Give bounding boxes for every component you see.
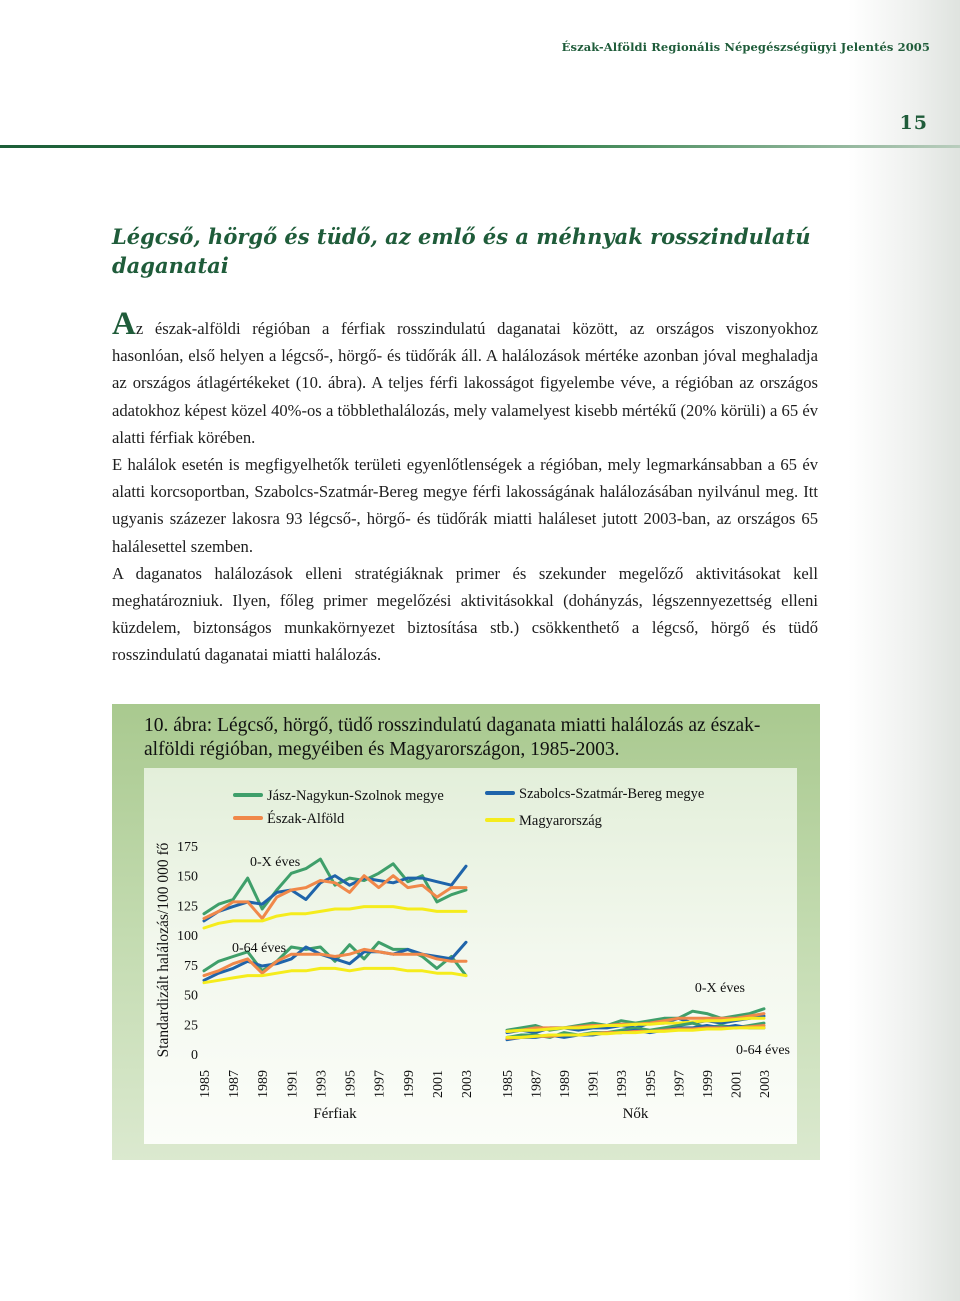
panel-label: Férfiak [313,1106,357,1122]
header-rule [0,145,960,148]
x-tick-label: 1989 [256,1070,272,1098]
page-number: 15 [899,112,928,134]
drop-cap: A [112,306,136,342]
x-tick-label: 1997 [372,1070,388,1098]
body-paragraph-1 [112,306,818,451]
group-label: 0-64 éves [232,941,287,956]
group-label: 0-X éves [694,981,745,996]
x-tick-label: 1987 [227,1070,243,1098]
series-line [204,968,466,982]
y-tick-label: 125 [177,899,198,915]
y-tick-label: 0 [191,1048,198,1063]
x-tick-label: 1987 [529,1070,545,1098]
series-line [204,866,466,921]
panel-label: Nők [622,1106,649,1122]
figure-box [112,704,820,1160]
y-tick-label: 175 [177,840,198,855]
legend-entry: Jász-Nagykun-Szolnok megye [267,788,444,804]
x-tick-label: 1989 [558,1070,574,1098]
group-label: 0-X éves [250,855,301,870]
y-tick-label: 50 [184,988,198,1004]
y-tick-label: 150 [177,869,198,885]
x-tick-label: 2001 [729,1070,745,1098]
legend-entry: Szabolcs-Szatmár-Bereg megye [519,786,705,802]
x-tick-label: 1999 [401,1070,417,1098]
x-tick-label: 1995 [343,1070,359,1098]
running-header: Észak-Alföldi Regionális Népegészségügyi Jelentés 2005 [561,40,930,54]
legend-entry: Észak-Alföld [267,811,345,827]
body-paragraph-3: A daganatos halálozások elleni stratégiáknak primer és szekunder megelőző aktivitásokat kell meghatározniuk. Ilyen, főleg primer megelőzési aktivitásokkal (dohányzás, légszennyezettség elleni küzdelem, biztonságos munkakörnyezet biztosítása stb.) csökkenthető a légcső, hörgő és tüdő rosszindulatú daganatai miatti halálozás. [112,563,818,665]
group-label: 0-64 éves [735,1043,790,1058]
line-chart [144,768,797,1144]
x-tick-label: 2001 [430,1070,446,1098]
x-tick-label: 1995 [643,1070,659,1098]
x-tick-label: 2003 [758,1070,773,1098]
section-title: Légcső, hörgő és tüdő, az emlő és a méhnyak rosszindulatú daganatai [112,224,811,278]
y-tick-label: 100 [177,929,198,945]
series-line [204,859,466,914]
x-tick-label: 1991 [586,1070,602,1098]
x-tick-label: 1993 [314,1070,330,1098]
body-paragraph-2: E halálok esetén is megfigyelhetők területi egyenlőtlenségek a régióban, mely legmarkánsabban a 65 év alatti korcsoportban, Szabolcs-Szatmár-Bereg megye férfi lakosságának halálozásában nyilvánul meg. Itt ugyanis százezer lakosra 93 légcső-, hörgő- és tüdőrák miatti haláleset jutott 2003-ban, az országos 65 halálesettel szemben. [112,455,818,556]
figure-caption: 10. ábra: Légcső, hörgő, tüdő rosszindulatú daganata miatti halálozás az észak-alföldi régióban, megyéiben és Magyarországon, 1985-2003. [144,715,761,760]
x-tick-label: 1997 [672,1070,688,1098]
x-tick-label: 2003 [460,1070,475,1098]
x-tick-label: 1999 [700,1070,716,1098]
body-text [112,306,818,669]
plot-panel [144,768,797,1144]
x-tick-label: 1985 [501,1070,516,1098]
legend-entry: Magyarország [519,813,602,829]
y-axis-label: Standardizált halálozás/100 000 fő [155,842,172,1058]
y-tick-label: 75 [184,958,198,974]
x-tick-label: 1993 [615,1070,631,1098]
paragraph-text: z észak-alföldi régióban a férfiak rosszindulatú daganatai között, az országos viszonyokhoz hasonlóan, első helyen a légcső-, hörgő- és tüdőrák áll. A halálozások mértéke azonban jóval meghaladja az országos átlagértékeket (10. ábra). A teljes férfi lakosságot figyelembe véve, a régióban az országos adatokhoz képest közel 40%-os a többlethalálozás, mely valamelyest kisebb mértékű (20% körüli) a 65 év alatti férfiak körében. [112,319,818,447]
series-line [204,907,466,928]
y-tick-label: 25 [184,1018,198,1034]
x-tick-label: 1991 [285,1070,301,1098]
x-tick-label: 1985 [198,1070,213,1098]
side-strip [848,0,960,1301]
